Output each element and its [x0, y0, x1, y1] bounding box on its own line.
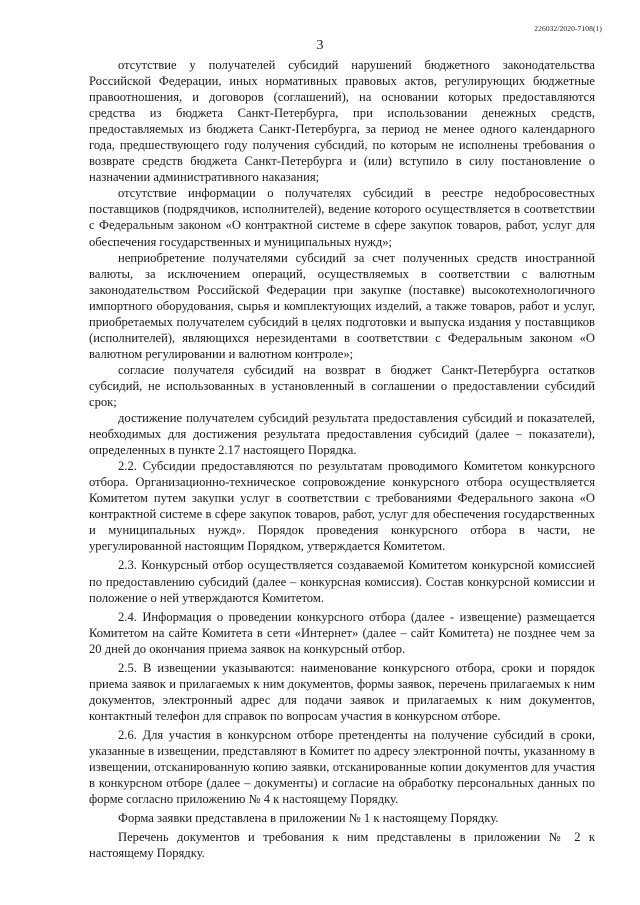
paragraph-2-4: 2.4. Информация о проведении конкурсного отбора (далее - извещение) размещается Комитетом на сайте Комитета в сети «Интернет» (далее – сайт Комитета) не позднее чем за 20 дней до окончания приема заявок на конкурсный отбор. [89, 609, 595, 656]
paragraph-2-3: 2.3. Конкурсный отбор осуществляется создаваемой Комитетом конкурсной комиссией по предоставлению субсидий (далее – конкурсная комиссия). Состав конкурсной комиссии и положение о ней утверждаются Комитетом. [89, 558, 595, 605]
paragraph-result-achievement: достижение получателем субсидий результата предоставления субсидий и показателей, необходимых для достижения результата предоставления субсидий (далее – показатели), определенных в пункте 2.17 настоящего Порядка. [89, 411, 595, 458]
paragraph-documents-list-ref: Перечень документов и требования к ним представлены в приложении № 2 к настоящему Порядку. [89, 830, 595, 861]
paragraph-2-6: 2.6. Для участия в конкурсном отборе претенденты на получение субсидий в сроки, указанные в извещении, представляют в Комитет по адресу электронной почты, указанному в извещении, отсканированную копию заявки, отсканированные копии документов для участия в конкурсном отборе (далее – документы) и согласие на обработку персональных данных по форме согласно приложению № 4 к настоящему Порядку. [89, 727, 595, 807]
paragraph-2-2: 2.2. Субсидии предоставляются по результатам проводимого Комитетом конкурсного отбора. Организационно-техническое сопровождение конкурсного отбора осуществляется Комитетом путем закупки услуг в соответствии с требованиями Федерального закона «О контрактной системе в сфере закупок товаров, работ, услуг для обеспечения государственных и муниципальных нужд». Порядок проведения конкурсного отбора в части, не урегулированной настоящим Порядком, утверждается Комитетом. [89, 459, 595, 554]
paragraph-no-budget-violations: отсутствие у получателей субсидий нарушений бюджетного законодательства Российской Федерации, иных нормативных правовых актов, регулирующих бюджетные правоотношения, и договоров (соглашений), на основании которых предоставляются средства из бюджета Санкт-Петербурга, при использовании денежных средств, предоставляемых из бюджета Санкт-Петербурга, за период не менее одного календарного года, предшествующего году получения субсидий, по которым не исполнены требования о возврате средств бюджета Санкт-Петербурга и (или) вступило в силу постановление о назначении административного наказания; [89, 58, 595, 185]
paragraph-application-form-ref: Форма заявки представлена в приложении № 1 к настоящему Порядку. [118, 811, 499, 826]
page-number: 3 [316, 38, 324, 53]
document-registration-number: 226032/2020-7108(1) [534, 24, 602, 33]
paragraph-2-5: 2.5. В извещении указываются: наименование конкурсного отбора, сроки и порядок приема заявок и прилагаемых к ним документов, формы заявок, перечень прилагаемых к ним документов, электронный адрес для подачи заявок и прилагаемых к ним документов, контактный телефон для справок по вопросам участия в конкурсном отборе. [89, 660, 595, 723]
paragraph-no-unfair-supplier-record: отсутствие информации о получателях субсидий в реестре недобросовестных поставщиков (подрядчиков, исполнителей), ведение которого осуществляется в соответствии с Федеральным законом «О контрактной системе в сфере закупок товаров, работ, услуг для обеспечения государственных и муниципальных нужд»; [89, 186, 595, 249]
document-body [89, 57, 595, 861]
paragraph-no-foreign-currency-purchase: неприобретение получателями субсидий за счет полученных средств иностранной валюты, за исключением операций, осуществляемых в соответствии с валютным законодательством Российской Федерации при закупке (поставке) высокотехнологичного импортного оборудования, сырья и комплектующих изделий, а также товаров, работ и услуг, приобретаемых получателем субсидий в целях подготовки и выпуска издания у поставщиков (исполнителей), являющихся нерезидентами в соответствии с Федеральным законом «О валютном регулировании и валютном контроле»; [89, 250, 595, 361]
paragraph-consent-to-return: согласие получателя субсидий на возврат в бюджет Санкт-Петербурга остатков субсидий, не использованных в установленный в соглашении о предоставлении субсидий срок; [89, 362, 595, 409]
